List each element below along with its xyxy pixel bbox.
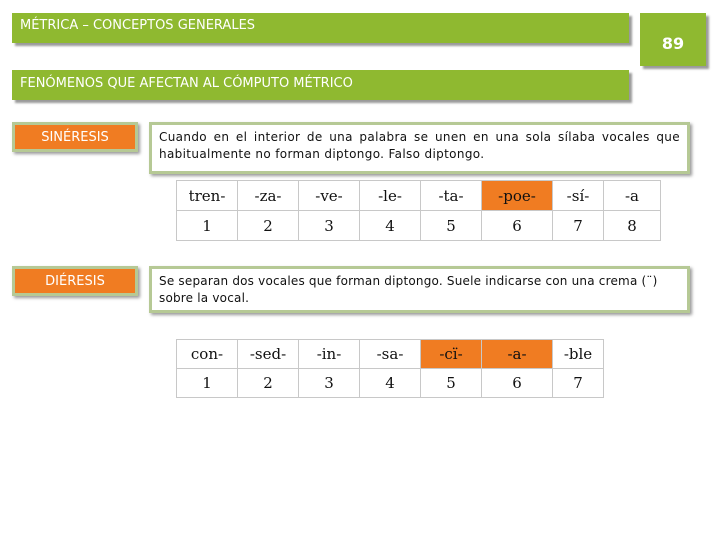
syllable-cell-highlighted: -a- — [482, 340, 553, 369]
syllable-number: 6 — [482, 369, 553, 398]
page-number-box — [640, 13, 706, 66]
syllable-cell: tren- — [177, 181, 238, 211]
definition-dieresis — [149, 266, 690, 313]
term-sineresis — [12, 122, 138, 152]
syllable-cell: -in- — [299, 340, 360, 369]
syllable-cell: con- — [177, 340, 238, 369]
syllable-cell-highlighted: -poe- — [482, 181, 553, 211]
syllable-cell: -le- — [360, 181, 421, 211]
syllable-number: 5 — [421, 369, 482, 398]
syllable-cell: -za- — [238, 181, 299, 211]
term-label: DIÉRESIS — [45, 273, 105, 289]
syllable-row — [177, 181, 661, 211]
definition-text: Se separan dos vocales que forman diptongo. Suele indicarse con una crema (¨) sobre la vocal. — [159, 274, 658, 305]
syllable-table-dieresis — [176, 339, 604, 398]
syllable-number: 1 — [177, 369, 238, 398]
syllable-number: 2 — [238, 369, 299, 398]
syllable-number: 7 — [553, 369, 604, 398]
syllable-number: 1 — [177, 211, 238, 241]
section-title: FENÓMENOS QUE AFECTAN AL CÓMPUTO MÉTRICO — [20, 76, 353, 91]
syllable-number: 6 — [482, 211, 553, 241]
syllable-number: 7 — [553, 211, 604, 241]
syllable-cell: -a — [604, 181, 661, 211]
syllable-number: 2 — [238, 211, 299, 241]
page-title: MÉTRICA – CONCEPTOS GENERALES — [20, 18, 256, 33]
syllable-cell: -ve- — [299, 181, 360, 211]
syllable-number: 4 — [360, 211, 421, 241]
syllable-cell-highlighted: -cï- — [421, 340, 482, 369]
syllable-table-sineresis — [176, 180, 661, 241]
section-title-bar — [12, 70, 629, 100]
syllable-number: 8 — [604, 211, 661, 241]
syllable-cell: -sed- — [238, 340, 299, 369]
term-label: SINÉRESIS — [41, 129, 109, 145]
syllable-cell: -sí- — [553, 181, 604, 211]
number-row — [177, 369, 604, 398]
syllable-number: 3 — [299, 211, 360, 241]
syllable-row — [177, 340, 604, 369]
syllable-number: 5 — [421, 211, 482, 241]
header-title-bar — [12, 13, 629, 43]
number-row — [177, 211, 661, 241]
page-number: 89 — [661, 34, 685, 53]
syllable-number: 4 — [360, 369, 421, 398]
definition-text: Cuando en el interior de una palabra se unen en una sola sílaba vocales que habitualmente no forman diptongo. Falso diptongo. — [159, 130, 680, 161]
syllable-cell: -sa- — [360, 340, 421, 369]
syllable-cell: -ble — [553, 340, 604, 369]
definition-sineresis — [149, 122, 690, 174]
syllable-cell: -ta- — [421, 181, 482, 211]
term-dieresis — [12, 266, 138, 296]
syllable-number: 3 — [299, 369, 360, 398]
